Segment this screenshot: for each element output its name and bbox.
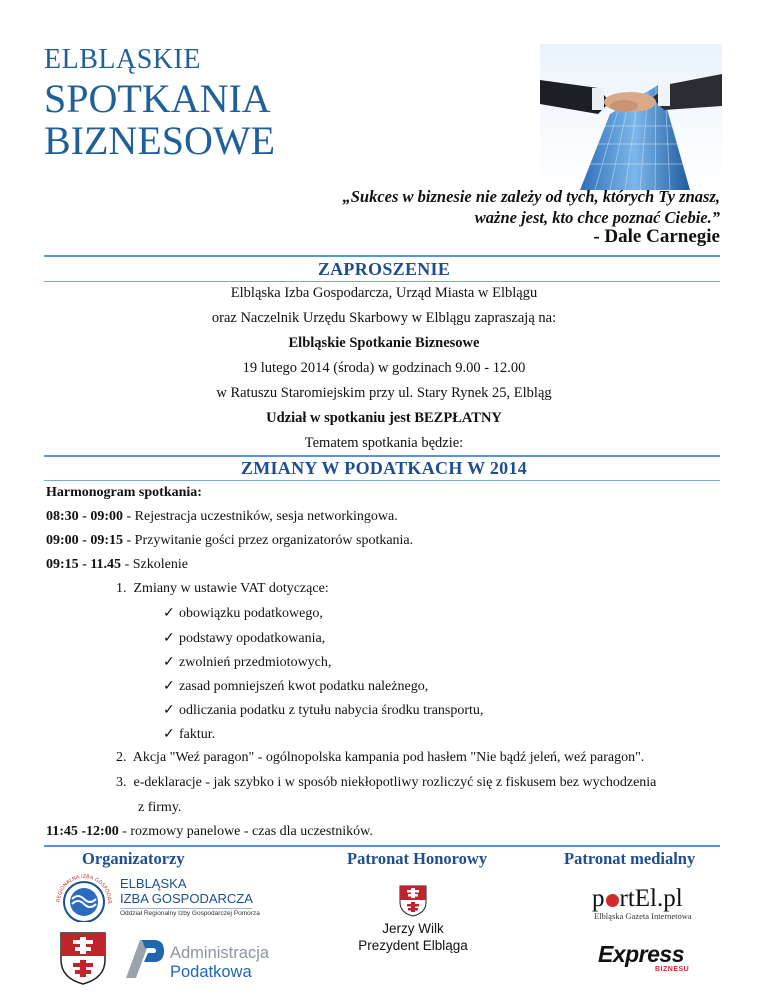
schedule-text: - Rejestracja uczestników, sesja networkingowa.	[123, 509, 398, 524]
administracja-text	[170, 944, 269, 982]
bullet-text: podstawy opodatkowania,	[179, 631, 326, 646]
express-subtitle: BIZNESU	[655, 966, 690, 973]
divider	[44, 480, 720, 481]
bullet-text: zasad pomniejszeń kwot podatku należnego,	[179, 679, 429, 694]
list-item-3	[116, 775, 656, 791]
quote-line-2: ważne jest, kto chce poznać Ciebie.”	[474, 208, 720, 227]
schedule-item	[46, 557, 188, 573]
check-icon: ✓	[163, 703, 175, 718]
quote-author: - Dale Carnegie	[593, 226, 720, 247]
invitation-line-2: oraz Naczelnik Urzędu Skarbowy w Elblągu zapraszają na:	[211, 310, 557, 326]
bullet-text: zwolnień przedmiotowych,	[179, 655, 332, 670]
media-label: Patronat medialny	[564, 849, 696, 868]
bullet-text: faktur.	[179, 727, 216, 742]
divider	[44, 281, 720, 282]
portel-logo	[592, 886, 683, 912]
schedule-time: 09:00 - 09:15	[46, 533, 123, 548]
invitation-line-1: Elbląska Izba Gospodarcza, Urząd Miasta w Elblągu	[230, 285, 538, 301]
eig-logo	[52, 872, 116, 922]
portel-subtitle: Elbląska Gazeta Internetowa	[594, 911, 692, 921]
schedule-item	[46, 824, 373, 840]
event-place: w Ratuszu Staromiejskim przy ul. Stary Rynek 25, Elbląg	[216, 385, 552, 401]
schedule-text: - Przywitanie gości przez organizatorów spotkania.	[123, 533, 414, 548]
bullet-item	[163, 702, 483, 719]
bullet-text: obowiązku podatkowego,	[179, 606, 323, 621]
list-number: 2.	[116, 750, 127, 765]
list-item-1	[116, 581, 329, 597]
check-icon: ✓	[163, 679, 175, 694]
list-number: 1.	[116, 581, 127, 596]
event-name: Elbląskie Spotkanie Biznesowe	[288, 335, 480, 351]
eig-ring-text: REGIONALNA IZBA GOSPODAR	[55, 873, 113, 904]
schedule-time: 09:15 - 11.45	[46, 557, 122, 572]
divider	[44, 845, 720, 847]
schedule-time: 08:30 - 09:00	[46, 509, 123, 524]
quote	[200, 186, 720, 228]
portel-text-2: rtEl.pl	[619, 885, 683, 912]
administracja-line-2: Podatkowa	[170, 963, 252, 981]
invitation-heading: ZAPROSZENIE	[317, 259, 451, 279]
bullet-item	[163, 654, 331, 671]
quote-line-1: „Sukces w biznesie nie zależy od tych, których Ty znasz,	[342, 187, 720, 206]
patron-title: Prezydent Elbląga	[358, 938, 468, 953]
express-logo: Express	[598, 941, 685, 967]
divider	[44, 255, 720, 257]
list-item-2	[116, 750, 644, 766]
bullet-item	[163, 726, 215, 743]
event-date: 19 lutego 2014 (środa) w godzinach 9.00 - 12.00	[242, 360, 526, 376]
elblag-coat-of-arms	[58, 930, 108, 986]
schedule-heading: Harmonogram spotkania:	[46, 485, 202, 500]
administracja-line-1: Administracja	[170, 944, 270, 962]
eig-name-2: IZBA GOSPODARCZA	[120, 891, 253, 906]
schedule-text: - Szkolenie	[121, 557, 188, 572]
bullet-text: odliczania podatku z tytułu nabycia środku transportu,	[179, 703, 484, 718]
check-icon: ✓	[163, 727, 175, 742]
patron-caption	[338, 920, 488, 954]
topic-intro: Tematem spotkania będzie:	[304, 435, 464, 451]
title-line-1: ELBLĄSKIE	[44, 44, 201, 75]
divider	[120, 908, 252, 909]
patron-name: Jerzy Wilk	[382, 921, 444, 936]
honorary-label: Patronat Honorowy	[347, 849, 488, 868]
divider	[44, 455, 720, 457]
check-icon: ✓	[163, 606, 175, 621]
free-entry: Udział w spotkaniu jest BEZPŁATNY	[266, 410, 502, 426]
organizers-label: Organizatorzy	[82, 849, 185, 868]
schedule-item	[46, 509, 398, 525]
administracja-logo-icon	[122, 934, 166, 980]
check-icon: ✓	[163, 631, 175, 646]
bullet-item	[163, 678, 428, 695]
bullet-item	[163, 630, 325, 647]
schedule-text: - rozmowy panelowe - czas dla uczestników.	[118, 824, 373, 839]
eig-subtitle: Oddział Regionalny Izby Gospodarczej Pomorza	[120, 910, 260, 917]
portel-text-1: p	[592, 885, 605, 912]
schedule-item	[46, 533, 413, 549]
list-item-3-cont: z firmy.	[138, 800, 182, 815]
list-text: e-deklaracje - jak szybko i w sposób niekłopotliwy rozliczyć się z fiskusem bez wychodzenia	[133, 775, 657, 790]
patron-coat-of-arms	[398, 884, 428, 918]
eig-name	[120, 876, 253, 906]
title-line-2: SPOTKANIA	[44, 76, 271, 121]
list-text: Akcja "Weź paragon" - ogólnopolska kampania pod hasłem "Nie bądź jeleń, weź paragon".	[132, 750, 645, 765]
bullet-item	[163, 605, 323, 622]
list-number: 3.	[116, 775, 127, 790]
handshake-image	[540, 44, 722, 190]
eig-name-1: ELBLĄSKA	[120, 876, 187, 891]
check-icon: ✓	[163, 655, 175, 670]
portel-dot-icon	[606, 894, 619, 907]
schedule-time: 11:45 -12:00	[46, 824, 119, 839]
list-text: Zmiany w ustawie VAT dotyczące:	[133, 581, 329, 596]
topic-heading: ZMIANY W PODATKACH W 2014	[240, 458, 528, 478]
title-line-3: BIZNESOWE	[44, 118, 276, 163]
